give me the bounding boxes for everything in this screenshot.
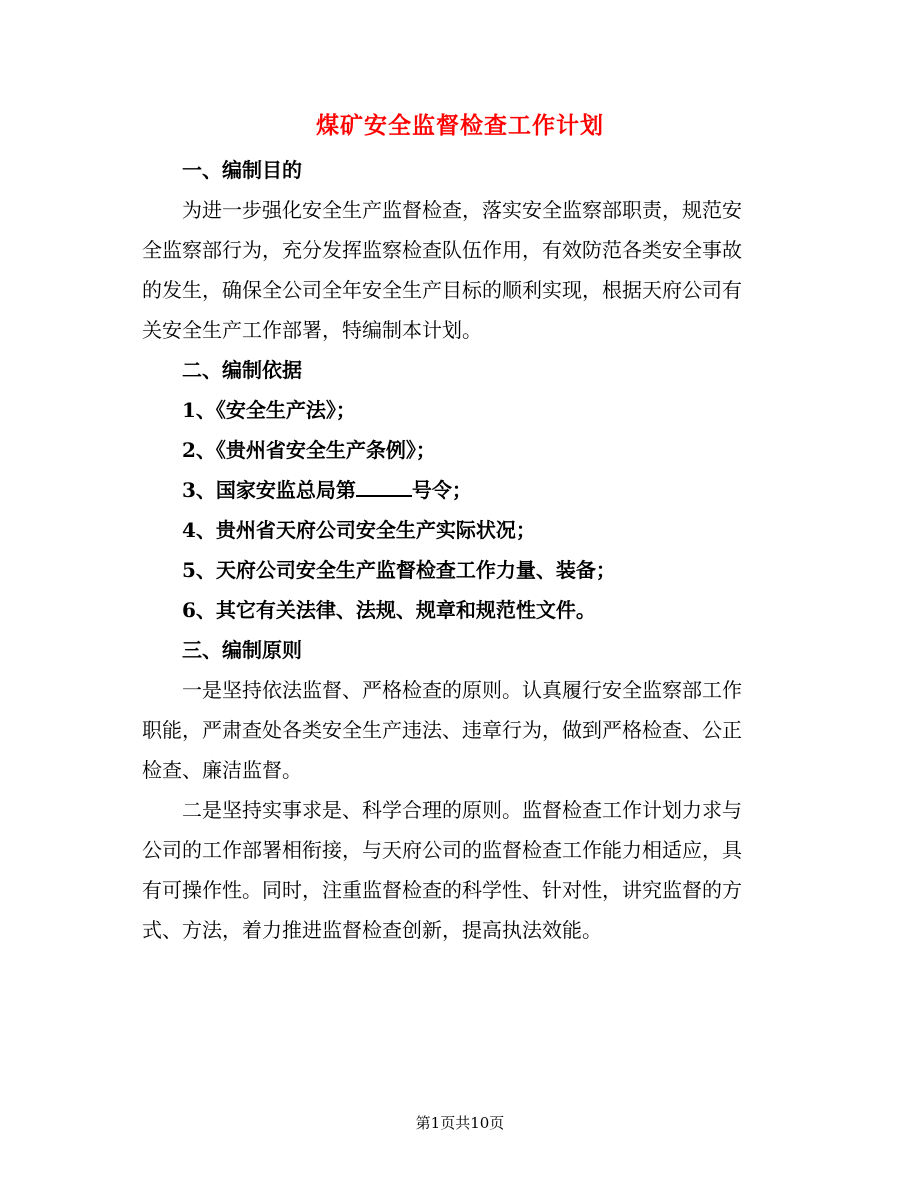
basis-item-1: 1、《安全生产法》； — [182, 398, 356, 422]
section-heading-basis: 二、编制依据 — [182, 358, 302, 382]
paragraph-line: 公司的工作部署相衔接，与天府公司的监督检查工作能力相适应，具 — [142, 838, 742, 862]
paragraph-line: 为进一步强化安全生产监督检查，落实安全监察部职责，规范安 — [182, 198, 742, 222]
section-heading-purpose: 一、编制目的 — [182, 158, 302, 182]
basis-item-4: 4、贵州省天府公司安全生产实际状况； — [182, 518, 536, 542]
document-body — [142, 150, 782, 950]
paragraph-line: 关安全生产工作部署，特编制本计划。 — [142, 318, 482, 342]
paragraph-line: 全监察部行为，充分发挥监察检查队伍作用，有效防范各类安全事故 — [142, 238, 742, 262]
basis-item-6: 6、其它有关法律、法规、规章和规范性文件。 — [182, 598, 596, 622]
basis-item-3 — [142, 470, 782, 510]
page-number: 第1页共10页 — [415, 1114, 505, 1132]
paragraph-line: 职能，严肃查处各类安全生产违法、违章行为，做到严格检查、公正 — [142, 718, 742, 742]
paragraph-line: 检查、廉洁监督。 — [142, 758, 302, 782]
section-heading-principles: 三、编制原则 — [182, 638, 302, 662]
document-title: 煤矿安全监督检查工作计划 — [316, 112, 604, 139]
basis-item-3-suffix: 号令； — [411, 478, 472, 502]
paragraph-line: 式、方法，着力推进监督检查创新，提高执法效能。 — [142, 918, 602, 942]
paragraph-line: 二是坚持实事求是、科学合理的原则。监督检查工作计划力求与 — [182, 798, 742, 822]
paragraph-line: 一是坚持依法监督、严格检查的原则。认真履行安全监察部工作 — [182, 678, 742, 702]
paragraph-line: 的发生，确保全公司全年安全生产目标的顺利实现，根据天府公司有 — [142, 278, 742, 302]
basis-item-5: 5、天府公司安全生产监督检查工作力量、装备； — [182, 558, 616, 582]
fill-in-blank — [356, 477, 412, 497]
basis-item-2: 2、《贵州省安全生产条例》； — [182, 438, 436, 462]
basis-item-3-prefix: 3、国家安监总局第 — [182, 478, 356, 502]
paragraph-line: 有可操作性。同时，注重监督检查的科学性、针对性，讲究监督的方 — [142, 878, 742, 902]
